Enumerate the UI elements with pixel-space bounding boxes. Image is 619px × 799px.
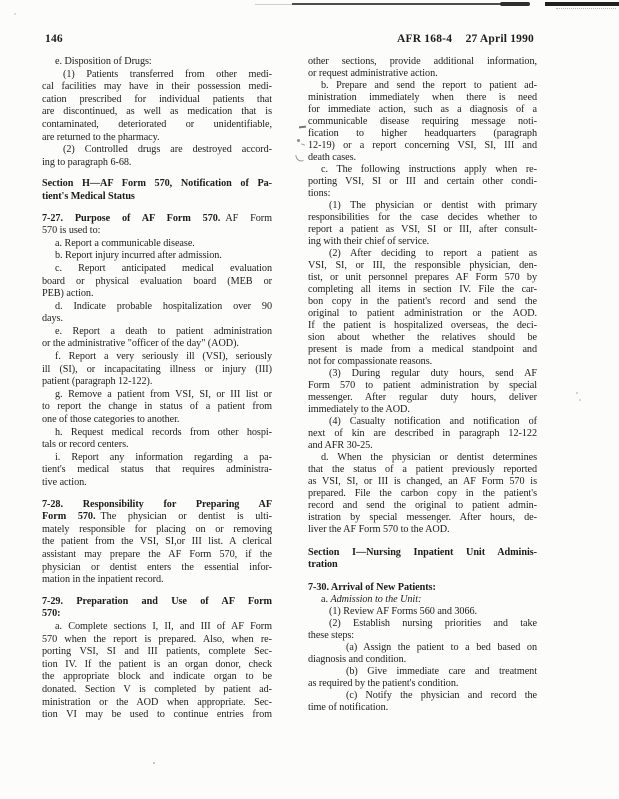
text-line bbox=[42, 562, 272, 575]
paragraph-item bbox=[308, 80, 537, 164]
text-line bbox=[308, 452, 537, 464]
text-line bbox=[308, 428, 537, 440]
scan-artifact-gutter-mark bbox=[301, 143, 305, 145]
text-line bbox=[42, 608, 272, 621]
paragraph-item bbox=[42, 452, 272, 490]
paragraph-subsub bbox=[308, 690, 537, 714]
body-text: death cases. bbox=[308, 152, 357, 163]
text-line bbox=[42, 549, 272, 562]
paragraph-item bbox=[42, 389, 272, 427]
text-line bbox=[308, 690, 537, 702]
body-text: responsibilities for the case decides whether to bbox=[308, 212, 537, 223]
text-line bbox=[42, 511, 272, 524]
body-text: as required by the patient's condition. bbox=[308, 678, 459, 689]
text-line bbox=[308, 92, 537, 104]
body-text: tals or record centers. bbox=[42, 439, 129, 451]
bold-text: 570: bbox=[42, 608, 61, 620]
body-text: (c) Notify the physician and record the bbox=[346, 690, 537, 701]
text-line bbox=[42, 634, 272, 647]
body-text: to report the change in status of a patient from bbox=[42, 401, 272, 413]
body-text: sion about whether the relatives should be bbox=[308, 332, 537, 343]
text-line bbox=[42, 659, 272, 672]
text-line bbox=[308, 559, 537, 571]
text-line bbox=[42, 276, 272, 289]
body-text: mation in the inpatient record. bbox=[42, 574, 164, 586]
paragraph-numhead bbox=[308, 582, 537, 594]
text-line bbox=[308, 630, 537, 642]
paragraph-item bbox=[42, 621, 272, 722]
body-text: Section I—Nursing Inpatient Unit Adminis- bbox=[308, 547, 537, 558]
text-line bbox=[308, 368, 537, 380]
text-line bbox=[308, 512, 537, 524]
body-text: ministration or the AOD when appropriate. Sec- bbox=[42, 696, 272, 708]
body-text: i. Report any information regarding a pa- bbox=[55, 451, 272, 463]
body-text: b. Report injury incurred after admission. bbox=[55, 250, 222, 262]
body-text: a. Report a communicable disease. bbox=[55, 237, 195, 249]
body-text: communicable disease requiring message noti- bbox=[308, 116, 537, 127]
text-line bbox=[308, 56, 537, 68]
text-line bbox=[308, 464, 537, 476]
text-line bbox=[42, 81, 272, 94]
body-text: ministration immediately when there is need bbox=[308, 92, 537, 103]
text-line bbox=[308, 618, 537, 630]
text-line bbox=[308, 80, 537, 92]
text-line bbox=[42, 69, 272, 82]
body-text: h. Request medical records from other hospi- bbox=[55, 426, 272, 438]
body-text: donated. Section V is completed by patient ad- bbox=[42, 683, 272, 695]
text-line bbox=[42, 684, 272, 697]
text-line bbox=[42, 389, 272, 402]
body-text: other sections, provide additional information, bbox=[308, 56, 537, 67]
text-line bbox=[42, 288, 272, 301]
body-text: tist, or unit personnel prepares AF Form 570 by bbox=[308, 272, 537, 283]
body-text: messenger. After regular duty hours, deliver bbox=[308, 392, 537, 403]
body-text: diagnosis and condition. bbox=[308, 654, 407, 665]
paragraph-item bbox=[42, 301, 272, 326]
text-line bbox=[42, 697, 272, 710]
body-text: and AFR 30-25. bbox=[308, 440, 373, 451]
body-text: completing all items in section IV. File the car- bbox=[308, 284, 537, 295]
body-text: ill (SI), or incapacitating illness or injury (III) bbox=[42, 363, 272, 375]
paragraph-item bbox=[42, 238, 272, 251]
text-line bbox=[308, 152, 537, 164]
paragraph-item bbox=[42, 326, 272, 351]
text-line bbox=[308, 594, 537, 606]
body-text: 570 when the report is prepared. Also, when re- bbox=[42, 633, 272, 645]
scan-artifact-dot bbox=[579, 399, 581, 401]
text-line bbox=[42, 364, 272, 377]
text-line bbox=[42, 213, 272, 226]
text-line bbox=[42, 524, 272, 537]
text-line bbox=[308, 128, 537, 140]
text-line bbox=[308, 68, 537, 80]
body-text: or request administrative action. bbox=[308, 68, 438, 79]
body-text: as VSI, SI, or III is changed, an AF Form 570 is bbox=[308, 476, 537, 487]
body-text: a. bbox=[321, 594, 331, 605]
scan-artifact-topline-right bbox=[545, 2, 619, 6]
body-text: (2) After deciding to report a patient as bbox=[329, 248, 537, 259]
page-number: 146 bbox=[45, 33, 63, 45]
body-text: one of those categories to another. bbox=[42, 414, 180, 426]
body-text: time of notification. bbox=[308, 702, 389, 713]
text-line bbox=[308, 212, 537, 224]
text-line bbox=[42, 427, 272, 440]
text-line bbox=[308, 272, 537, 284]
text-line bbox=[308, 404, 537, 416]
body-text: tion VI may be used to continue entries from bbox=[42, 709, 272, 721]
paragraph-cont bbox=[308, 56, 537, 80]
text-line bbox=[42, 144, 272, 157]
body-text: (3) During regular duty hours, send AF bbox=[329, 368, 537, 379]
text-line bbox=[308, 284, 537, 296]
body-text: (a) Assign the patient to a bed based on bbox=[346, 642, 537, 653]
text-line bbox=[308, 606, 537, 618]
text-line bbox=[42, 301, 272, 314]
text-line bbox=[308, 320, 537, 332]
body-text: not for compassionate reasons. bbox=[308, 356, 433, 367]
paragraph-subsub bbox=[308, 642, 537, 666]
text-line bbox=[308, 332, 537, 344]
text-line bbox=[42, 401, 272, 414]
text-line bbox=[42, 452, 272, 465]
text-line bbox=[42, 225, 272, 238]
paragraph-numhead bbox=[42, 499, 272, 587]
publication-date: 27 April 1990 bbox=[465, 33, 534, 45]
text-line bbox=[42, 326, 272, 339]
text-line bbox=[42, 238, 272, 251]
text-line bbox=[308, 416, 537, 428]
text-line bbox=[42, 646, 272, 659]
scan-artifact-dot bbox=[576, 392, 578, 394]
text-line bbox=[308, 654, 537, 666]
text-line bbox=[42, 119, 272, 132]
body-text: are discontinued, as well as medication that is bbox=[42, 106, 272, 118]
text-line bbox=[308, 308, 537, 320]
paragraph-item bbox=[308, 452, 537, 536]
body-text: tration bbox=[308, 559, 338, 570]
body-text: tive action. bbox=[42, 477, 87, 488]
scan-artifact-topline-faint bbox=[255, 4, 292, 5]
bold-text: Form 570. bbox=[42, 511, 96, 523]
text-line bbox=[308, 200, 537, 212]
paragraph-item bbox=[42, 250, 272, 263]
body-text: these steps: bbox=[308, 630, 355, 641]
body-text: bon copy in the patient's record and send the bbox=[308, 296, 537, 307]
text-line bbox=[308, 582, 537, 594]
paragraph-section bbox=[308, 547, 537, 571]
body-text: (1) The physician or dentist with primary bbox=[329, 200, 537, 211]
scan-artifact-speckles bbox=[556, 8, 616, 9]
text-line bbox=[308, 440, 537, 452]
text-line bbox=[42, 536, 272, 549]
scan-artifact-dot bbox=[153, 762, 155, 764]
body-text: (b) Give immediate care and treatment bbox=[346, 666, 537, 677]
body-text: b. Prepare and send the report to patient ad- bbox=[321, 80, 537, 91]
body-text: (2) Establish nursing priorities and take bbox=[329, 618, 537, 629]
text-line bbox=[308, 547, 537, 559]
text-line bbox=[308, 392, 537, 404]
paragraph-item bbox=[308, 164, 537, 200]
scan-artifact-topline bbox=[292, 3, 503, 5]
bold-text: 7-30. Arrival of New Patients: bbox=[308, 582, 436, 593]
paragraph-numhead bbox=[42, 596, 272, 621]
text-line bbox=[308, 666, 537, 678]
text-line bbox=[308, 380, 537, 392]
text-line bbox=[42, 178, 272, 191]
text-line bbox=[308, 524, 537, 536]
paragraph-numhead bbox=[42, 213, 272, 238]
paragraph-item bbox=[42, 427, 272, 452]
paragraph-sub bbox=[42, 144, 272, 169]
body-text: ing with their chief of service. bbox=[308, 236, 430, 247]
body-text: or the administrative "officer of the day" (AOD). bbox=[42, 338, 239, 350]
body-text: VSI, SI, or III, the responsible physician, den- bbox=[308, 260, 537, 271]
body-text: (1) Patients transferred from other medi- bbox=[63, 68, 272, 80]
text-line bbox=[42, 709, 272, 722]
bold-text: 7-28. Responsibility for Preparing AF bbox=[42, 498, 272, 510]
text-line bbox=[42, 671, 272, 684]
body-text: porting VSI, SI and III patients, complete Sec- bbox=[42, 646, 272, 658]
body-text: c. Report anticipated medical evaluation bbox=[55, 262, 272, 274]
body-text: report a patient as VSI, SI or III, after consult- bbox=[308, 224, 537, 235]
text-line bbox=[42, 376, 272, 389]
body-text: a. Complete sections I, II, and III of AF Form bbox=[55, 620, 272, 632]
text-line bbox=[308, 176, 537, 188]
body-text: f. Report a very seriously ill (VSI), seriously bbox=[55, 351, 272, 363]
text-line bbox=[42, 439, 272, 452]
body-text: the appropriate block and indicate organ to be bbox=[42, 671, 272, 683]
scan-artifact-gutter-mark bbox=[297, 139, 300, 142]
body-text: Section H—AF Form 570, Notification of Pa- bbox=[42, 178, 272, 190]
body-text: original to patient administration or the AOD. bbox=[308, 308, 537, 319]
body-text: tient's medical status that requires administra- bbox=[42, 464, 272, 476]
text-line bbox=[42, 338, 272, 351]
body-text: The physician or dentist is ulti- bbox=[95, 511, 272, 523]
text-line bbox=[308, 296, 537, 308]
text-line bbox=[42, 621, 272, 634]
text-line bbox=[42, 464, 272, 477]
body-text: tion IV. If the patient is an organ donor, check bbox=[42, 658, 272, 670]
body-text: immediately to the AOD. bbox=[308, 404, 410, 415]
body-text: d. When the physician or dentist determines bbox=[321, 452, 537, 463]
body-text: g. Remove a patient from VSI, SI, or III list or bbox=[55, 388, 272, 400]
scan-artifact-gutter-mark bbox=[295, 153, 304, 162]
body-text: assistant may prepare the AF Form 570, if the bbox=[42, 548, 272, 560]
bold-text: 7-29. Preparation and Use of AF Form bbox=[42, 595, 272, 607]
body-text: cal facilities may have in their possession medi- bbox=[42, 81, 272, 93]
body-text: contaminated, deteriorated or unidentifiable, bbox=[42, 118, 272, 130]
text-line bbox=[308, 702, 537, 714]
paragraph-sub bbox=[308, 606, 537, 618]
text-line bbox=[42, 499, 272, 512]
text-line bbox=[42, 263, 272, 276]
body-text: next of kin are described in paragraph 12-122 bbox=[308, 428, 537, 439]
text-line bbox=[308, 164, 537, 176]
body-text: PEB) action. bbox=[42, 288, 94, 300]
text-line bbox=[308, 500, 537, 512]
body-text: that the status of a patient previously reported bbox=[308, 464, 537, 475]
text-line bbox=[42, 596, 272, 609]
text-line bbox=[42, 106, 272, 119]
body-text: AF Form bbox=[220, 212, 272, 224]
text-line bbox=[42, 56, 272, 69]
paragraph-sub bbox=[308, 248, 537, 368]
body-text: present is made from a medical standpoint and bbox=[308, 344, 537, 355]
text-line bbox=[308, 476, 537, 488]
text-line bbox=[42, 157, 272, 170]
text-line bbox=[308, 188, 537, 200]
paragraph-sub bbox=[308, 416, 537, 452]
text-line bbox=[308, 224, 537, 236]
body-text: days. bbox=[42, 313, 63, 325]
body-text: d. Indicate probable hospitalization over 90 bbox=[55, 300, 272, 312]
text-line bbox=[42, 574, 272, 587]
paragraph-sub bbox=[308, 200, 537, 248]
body-text: tient's Medical Status bbox=[42, 190, 135, 202]
body-text: ing to paragraph 6-68. bbox=[42, 156, 132, 168]
body-text: mately responsible for placing on or removing bbox=[42, 523, 272, 535]
text-line bbox=[42, 477, 272, 490]
paragraph-sub bbox=[308, 618, 537, 642]
body-text: are returned to the pharmacy. bbox=[42, 131, 160, 143]
text-line bbox=[42, 414, 272, 427]
column-left bbox=[42, 56, 272, 722]
text-line bbox=[308, 116, 537, 128]
text-line bbox=[42, 191, 272, 204]
body-text: e. Report a death to patient administration bbox=[55, 325, 272, 337]
text-line bbox=[308, 642, 537, 654]
text-line bbox=[42, 250, 272, 263]
text-line bbox=[308, 248, 537, 260]
body-text: liver the AF Form 570 to the AOD. bbox=[308, 524, 450, 535]
paragraph-item bbox=[42, 351, 272, 389]
text-line bbox=[308, 356, 537, 368]
paragraph-sub bbox=[308, 368, 537, 416]
body-text: for immediate action, such as a diagnosis of a bbox=[308, 104, 537, 115]
text-line bbox=[308, 344, 537, 356]
body-text: porting VSI, SI or III and certain other condi- bbox=[308, 176, 537, 187]
text-line bbox=[308, 104, 537, 116]
body-text: (4) Casualty notification and notification of bbox=[329, 416, 537, 427]
scan-artifact-gutter-mark bbox=[299, 126, 306, 129]
paragraph-item bbox=[42, 263, 272, 301]
body-text: cation prescribed for individual patients that bbox=[42, 93, 272, 105]
scan-artifact-dot bbox=[14, 13, 16, 15]
text-line bbox=[42, 94, 272, 107]
body-text: fication to higher headquarters (paragraph bbox=[308, 128, 537, 139]
body-text: (1) Review AF Forms 560 and 3066. bbox=[329, 606, 478, 617]
text-line bbox=[308, 260, 537, 272]
body-text: If the patient is hospitalized overseas, the deci- bbox=[308, 320, 537, 331]
publication-id: AFR 168-4 bbox=[397, 33, 453, 45]
italic-text: Admission to the Unit: bbox=[330, 594, 422, 605]
paragraph-sub bbox=[42, 69, 272, 145]
scan-artifact-topline-blob bbox=[500, 2, 530, 6]
body-text: 570 is used to: bbox=[42, 225, 101, 237]
bold-text: 7-27. Purpose of AF Form 570. bbox=[42, 212, 221, 224]
body-text: c. The following instructions apply when re- bbox=[321, 164, 537, 175]
body-text: board or physical evaluation board (MEB or bbox=[42, 275, 272, 287]
body-text: physician or dentist enters the essential infor- bbox=[42, 561, 272, 573]
column-right bbox=[308, 56, 537, 714]
body-text: patient (paragraph 12-122). bbox=[42, 376, 153, 388]
body-text: prepared. File the carbon copy in the patient's bbox=[308, 488, 537, 499]
body-text: Form 570 to patient administration by special bbox=[308, 380, 537, 391]
text-line bbox=[308, 678, 537, 690]
text-line bbox=[308, 236, 537, 248]
text-line bbox=[308, 140, 537, 152]
running-header bbox=[397, 33, 534, 45]
text-line bbox=[42, 313, 272, 326]
paragraph-section bbox=[42, 178, 272, 203]
text-line bbox=[42, 132, 272, 145]
text-line bbox=[42, 351, 272, 364]
body-text: (2) Controlled drugs are destroyed accord- bbox=[63, 144, 272, 156]
paragraph-item bbox=[308, 594, 537, 606]
body-text: 12-19) or a report concerning VSI, SI, III and bbox=[308, 140, 537, 151]
body-text: record and send the original to patient admin- bbox=[308, 500, 537, 511]
paragraph-item bbox=[42, 56, 272, 69]
paragraph-subsub bbox=[308, 666, 537, 690]
body-text: e. Disposition of Drugs: bbox=[55, 56, 152, 67]
body-text: the patient from the VSI, SI,or III list. A clerical bbox=[42, 536, 272, 548]
body-text: istration by special messenger. After hours, de- bbox=[308, 512, 537, 523]
text-line bbox=[308, 488, 537, 500]
body-text: tions: bbox=[308, 188, 331, 199]
